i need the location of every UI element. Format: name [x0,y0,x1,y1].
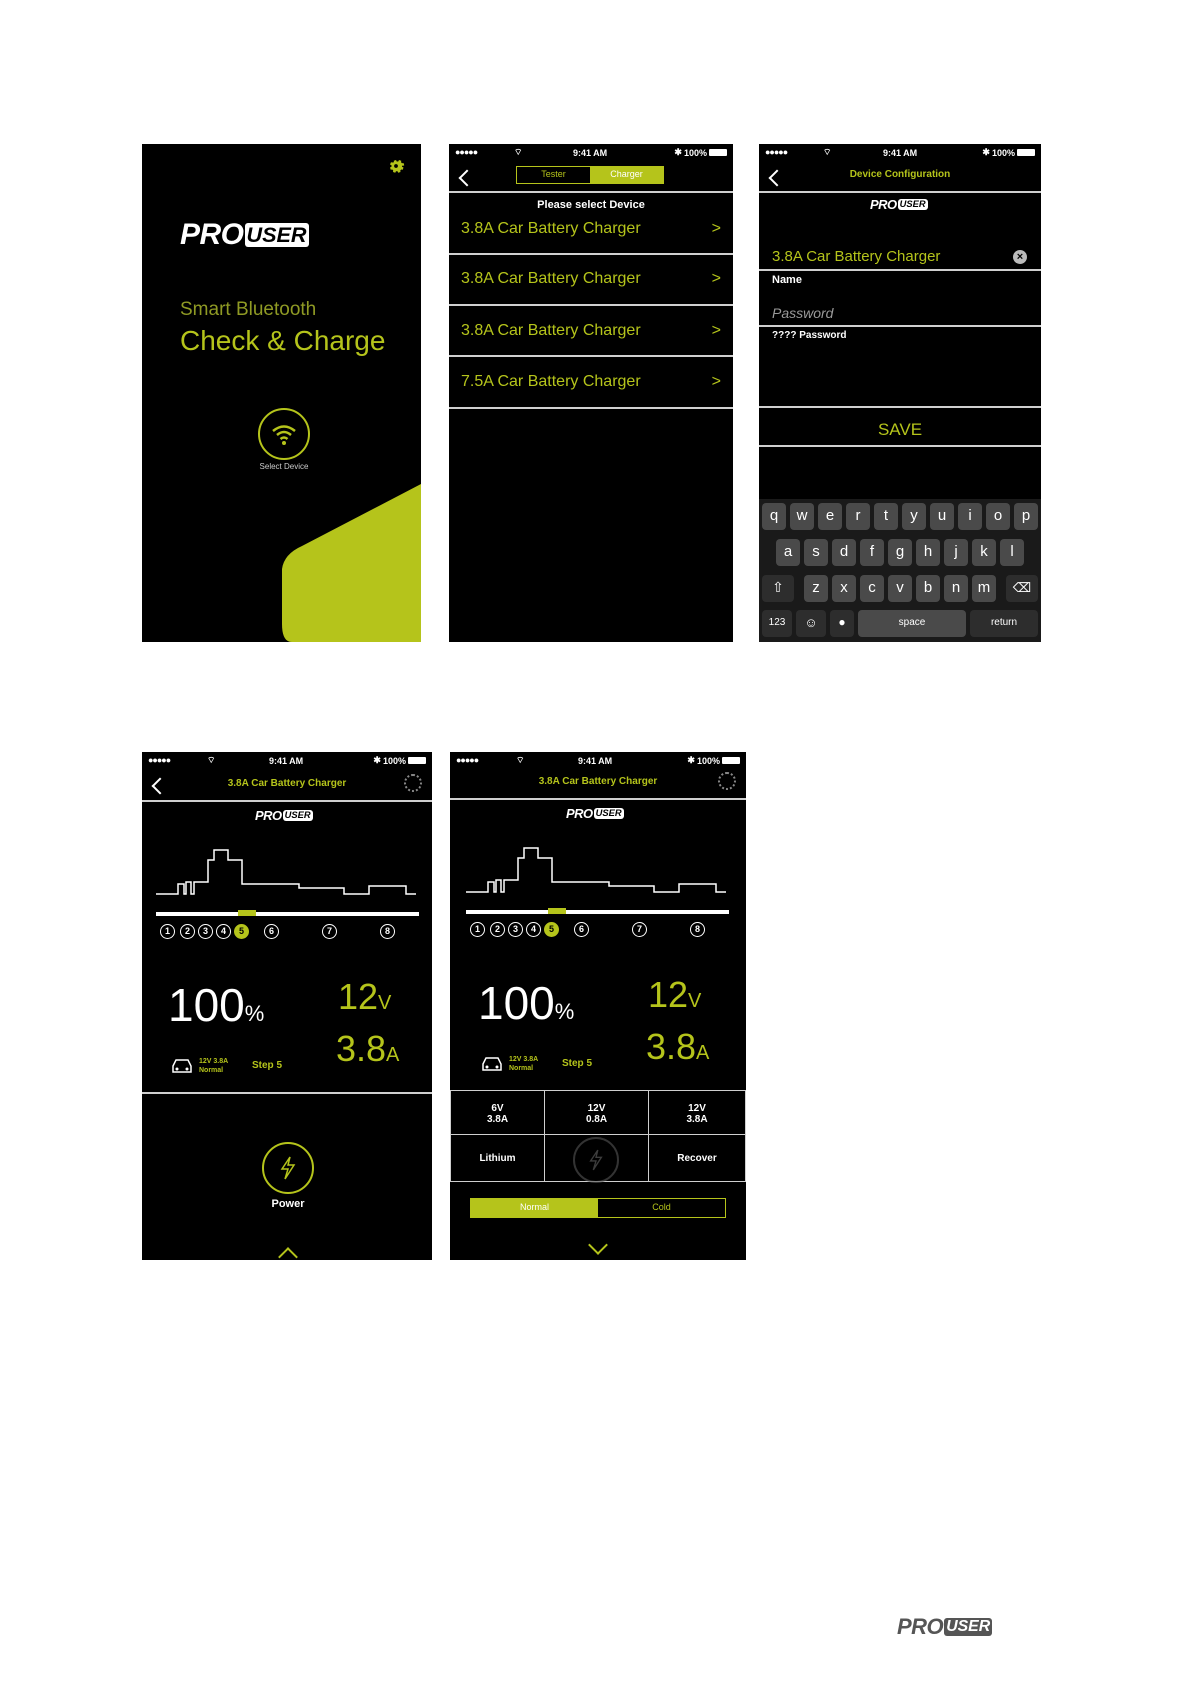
step-indicator: 1 [470,922,485,937]
current-readout [646,1026,709,1068]
status-bar [759,144,1041,162]
percent-value: 100 [168,979,245,1031]
battery-percent: 100% [696,755,720,766]
mode-option-line: 3.8A [686,1114,708,1125]
lime-card-decoration [282,484,421,642]
charging-screen-modes [450,752,746,1260]
device-name: 3.8A Car Battery Charger [461,322,641,339]
battery-percent: 100% [382,755,406,766]
battery-indicator [373,755,426,766]
footer-logo [897,1614,992,1640]
logo-user: USER [246,221,307,247]
step-label: Step 5 [562,1058,593,1069]
logo-pro: PRO [255,808,282,823]
power-button[interactable] [262,1142,314,1194]
mode-line: 12V 3.8A [199,1058,229,1065]
power-button-dimmed [573,1137,619,1183]
device-name: 7.5A Car Battery Charger [461,373,641,390]
key[interactable]: b [916,575,940,602]
return-key[interactable]: return [970,610,1038,637]
chevron-right-icon: > [711,220,721,237]
mode-option-line: Lithium [479,1153,516,1164]
battery-icon [1017,149,1035,156]
key[interactable]: m [972,575,996,602]
battery-icon [408,757,426,764]
bluetooth-icon: ✱ [674,147,682,157]
mode-option[interactable] [450,1134,545,1182]
battery-percent: 100% [991,147,1015,158]
chevron-up-icon[interactable] [278,1247,298,1260]
chevron-down-icon[interactable] [588,1235,608,1255]
step-indicator: 4 [526,922,541,937]
voltage-value: 12 [338,976,379,1017]
progress-active-segment [548,908,566,914]
logo-pro: PRO [180,218,244,251]
key[interactable]: l [1000,539,1024,566]
battery-icon [709,149,727,156]
charge-percent [478,976,574,1030]
step-indicator: 6 [264,924,279,939]
step-indicator: 3 [508,922,523,937]
keyboard [759,499,1041,642]
brand-logo [180,218,309,252]
device-list-screen [449,144,733,642]
key[interactable]: k [972,539,996,566]
percent-unit: % [244,1001,265,1026]
key[interactable]: q [762,503,786,530]
mode-line: 12V 3.8A [509,1056,539,1063]
voltage-readout [338,976,391,1018]
key[interactable]: p [1014,503,1038,530]
mode-option-line: 3.8A [486,1114,509,1125]
key[interactable]: c [860,575,884,602]
section-divider [142,1092,432,1094]
key[interactable]: r [846,503,870,530]
clear-icon[interactable]: × [1013,250,1027,264]
chevron-right-icon: > [711,373,721,390]
charging-curve [464,838,728,898]
mode-option-line: 12V [587,1103,606,1114]
step-indicator-active: 5 [234,924,249,939]
header-divider [449,191,733,193]
splash-screen [142,144,421,642]
page-title: Device Configuration [849,169,951,180]
voltage-value: 12 [648,974,689,1015]
step-indicator-active: 5 [544,922,559,937]
current-unit: A [696,1042,710,1064]
field-divider [759,269,1041,271]
chevron-right-icon: > [711,322,721,339]
microphone-key[interactable]: ● [830,610,854,637]
key[interactable]: i [958,503,982,530]
charge-percent [168,978,264,1032]
name-label: Name [772,274,802,286]
battery-indicator [674,147,727,158]
charging-screen-power [142,752,432,1260]
bluetooth-icon: ✱ [982,147,990,157]
status-time: 9:41 AM [578,756,613,766]
toggle-normal[interactable]: Normal [471,1199,598,1217]
chevron-right-icon: > [711,270,721,287]
tab-charger[interactable]: Charger [590,167,663,183]
voltage-unit: V [378,992,392,1014]
battery-percent: 100% [683,147,707,158]
device-name: 3.8A Car Battery Charger [461,270,641,287]
page-title: 3.8A Car Battery Charger [227,778,347,789]
wifi-icon [270,420,298,448]
key[interactable]: a [776,539,800,566]
logo-user: USER [284,810,311,821]
status-bar [142,752,432,770]
current-value: 3.8 [646,1026,697,1067]
step-indicator: 6 [574,922,589,937]
mode-option[interactable] [648,1090,746,1135]
logo-user: USER [899,199,926,210]
device-name: 3.8A Car Battery Charger [461,220,641,237]
emoji-key[interactable]: ☺ [796,610,826,637]
delete-key[interactable]: ⌫ [1006,575,1038,602]
percent-value: 100 [478,977,555,1029]
mode-option[interactable] [450,1090,545,1135]
signal-indicator: ●●●●● [765,147,788,157]
battery-indicator [687,755,740,766]
lightning-icon [278,1156,298,1180]
brand-logo [566,806,624,821]
save-button[interactable]: SAVE [877,420,923,439]
numbers-key[interactable]: 123 [762,610,792,637]
step-indicator: 2 [490,922,505,937]
key[interactable]: w [790,503,814,530]
logo-user: USER [946,1617,991,1635]
step-indicator: 3 [198,924,213,939]
progress-active-segment [238,910,256,916]
select-prompt: Please select Device [537,199,645,211]
progress-track [466,910,729,914]
logo-pro: PRO [566,806,593,821]
header-divider [142,800,432,802]
gear-icon[interactable] [387,157,405,175]
mode-line: Normal [509,1065,534,1072]
power-label: Power [271,1198,305,1210]
toggle-cold[interactable]: Cold [652,1202,671,1212]
mode-option-line: 0.8A [585,1114,608,1125]
step-indicator: 7 [632,922,647,937]
signal-indicator: ●●●●● [148,755,171,765]
logo-pro: PRO [870,197,897,212]
step-indicator: 2 [180,924,195,939]
key[interactable]: n [944,575,968,602]
step-indicator: 8 [380,924,395,939]
select-device-label: Select Device [259,462,309,471]
key[interactable]: o [986,503,1010,530]
percent-unit: % [554,999,575,1024]
key[interactable]: j [944,539,968,566]
status-time: 9:41 AM [269,756,304,766]
logo-user: USER [595,808,622,819]
device-row[interactable] [449,358,733,409]
logo-pro: PRO [897,1614,944,1639]
signal-indicator: ●●●●● [455,147,478,157]
back-icon[interactable] [459,170,476,187]
signal-indicator: ●●●●● [456,755,479,765]
mode-summary [199,1057,228,1075]
battery-icon [722,757,740,764]
step-label: Step 5 [252,1060,283,1071]
field-divider [759,325,1041,327]
wifi-status-icon: ⌔ [207,755,216,765]
password-input[interactable]: Password [772,305,834,321]
tab-tester[interactable]: Tester [541,169,566,179]
select-device-button[interactable] [258,408,310,460]
key[interactable]: h [916,539,940,566]
bluetooth-icon: ✱ [373,755,381,765]
brand-logo [870,197,928,212]
space-key[interactable]: space [858,610,966,637]
device-row[interactable] [449,306,733,357]
voltage-unit: V [688,990,702,1012]
header-divider [759,191,1041,193]
battery-indicator [982,147,1035,158]
device-row[interactable] [449,212,733,255]
status-bar [449,144,733,162]
status-time: 9:41 AM [883,148,918,158]
step-indicator: 7 [322,924,337,939]
mode-option[interactable] [648,1134,746,1182]
brand-logo [255,808,313,823]
lightning-icon [587,1149,605,1171]
key[interactable]: y [902,503,926,530]
key[interactable]: z [804,575,828,602]
header-divider [450,798,746,800]
field-divider [759,445,1041,447]
current-unit: A [386,1044,400,1066]
password-label: ???? Password [772,330,847,341]
field-divider [759,406,1041,408]
temperature-toggle [470,1198,726,1218]
key[interactable]: g [888,539,912,566]
mode-summary [509,1055,538,1073]
progress-track [156,912,419,916]
car-icon [170,1057,194,1075]
mode-tabs [516,166,664,184]
mode-option-line: Recover [677,1153,717,1164]
wifi-status-icon: ⌔ [823,147,832,157]
step-indicator: 4 [216,924,231,939]
key[interactable]: f [860,539,884,566]
mode-option-line: 6V [491,1103,504,1114]
step-indicator: 1 [160,924,175,939]
mode-line: Normal [199,1067,224,1074]
settings-icon[interactable] [718,772,736,790]
key[interactable]: e [818,503,842,530]
wifi-status-icon: ⌔ [514,147,523,157]
mode-option-line: 12V [688,1103,706,1114]
step-indicator: 8 [690,922,705,937]
app-title: Check & Charge [180,325,386,356]
device-config-screen [759,144,1041,642]
charging-curve [154,840,418,900]
app-subtitle: Smart Bluetooth [180,299,317,320]
status-time: 9:41 AM [573,148,608,158]
mode-option[interactable] [544,1134,649,1182]
settings-icon[interactable] [404,774,422,792]
current-value: 3.8 [336,1028,387,1069]
device-row[interactable] [449,255,733,306]
wifi-status-icon: ⌔ [516,755,525,765]
shift-key[interactable]: ⇧ [762,575,794,602]
key[interactable]: u [930,503,954,530]
voltage-readout [648,974,701,1016]
key[interactable]: d [832,539,856,566]
key[interactable]: x [832,575,856,602]
bluetooth-icon: ✱ [687,755,695,765]
mode-option[interactable] [544,1090,649,1135]
key[interactable]: t [874,503,898,530]
car-icon [480,1055,504,1073]
current-readout [336,1028,399,1070]
page-title: 3.8A Car Battery Charger [538,776,658,787]
key[interactable]: v [888,575,912,602]
key[interactable]: s [804,539,828,566]
name-input[interactable]: 3.8A Car Battery Charger [772,248,941,265]
status-bar [450,752,746,770]
